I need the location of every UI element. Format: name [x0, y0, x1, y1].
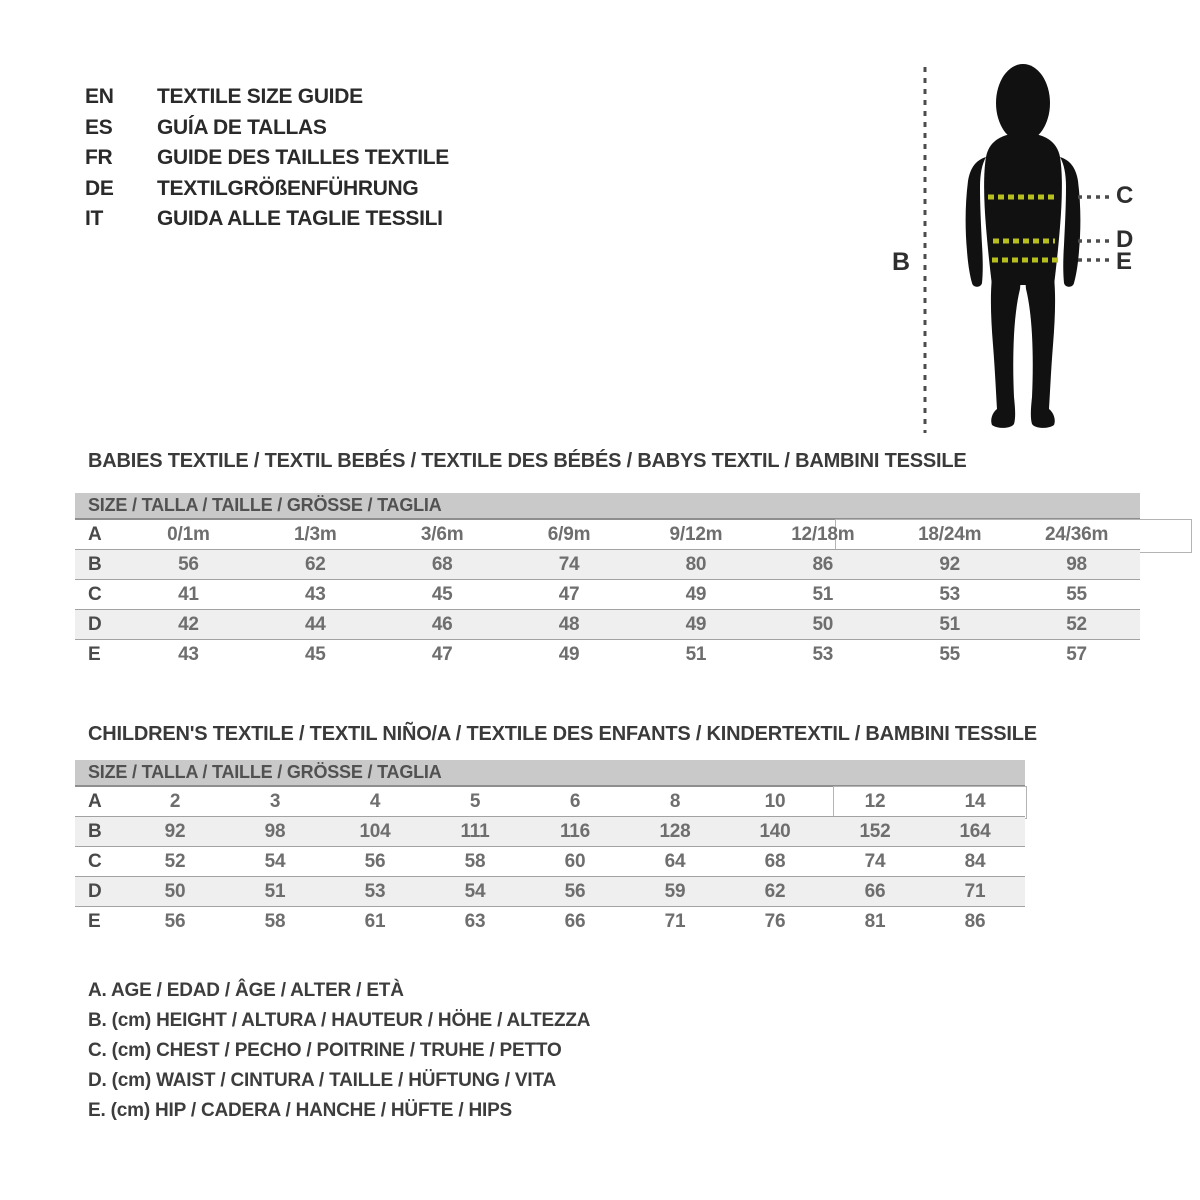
language-code: ES [85, 115, 113, 139]
row-label: B [75, 817, 125, 847]
size-cell: 12 [864, 790, 886, 812]
size-cell: 56 [525, 877, 625, 907]
babies-size-table [75, 520, 1140, 669]
size-cell: 49 [633, 610, 760, 640]
size-cell: 98 [1013, 550, 1140, 580]
size-cell: 3/6m [420, 523, 464, 545]
silhouette-body [966, 64, 1081, 428]
size-cell: 80 [633, 550, 760, 580]
children-size-header-bar: SIZE / TALLA / TAILLE / GRÖSSE / TAGLIA [75, 760, 1025, 787]
size-cell: 53 [325, 877, 425, 907]
size-cell: 64 [625, 847, 725, 877]
size-cell: 68 [379, 550, 506, 580]
row-label: C [75, 847, 125, 877]
size-cell: 52 [125, 847, 225, 877]
size-cell: 71 [925, 877, 1025, 907]
size-cell: 44 [252, 610, 379, 640]
table-row [75, 877, 1025, 907]
size-cell: 53 [759, 640, 886, 670]
size-cell: 74 [825, 847, 925, 877]
language-title: TEXTILE SIZE GUIDE [157, 85, 363, 109]
size-cell: 152 [825, 817, 925, 847]
language-title: GUÍA DE TALLAS [157, 115, 327, 139]
size-cell: 49 [506, 640, 633, 670]
size-cell: 86 [759, 550, 886, 580]
language-title-list [85, 82, 449, 235]
size-cell: 128 [625, 817, 725, 847]
babies-size-header-bar: SIZE / TALLA / TAILLE / GRÖSSE / TAGLIA [75, 493, 1140, 520]
figure-label-waist: D [1116, 226, 1134, 253]
figure-label-chest: C [1116, 182, 1134, 209]
language-row [85, 143, 449, 174]
babies-table-wrap [75, 493, 1140, 669]
size-cell: 43 [125, 640, 252, 670]
size-cell: 86 [925, 907, 1025, 937]
size-cell: 18/24m [918, 523, 982, 545]
size-cell: 54 [225, 847, 325, 877]
language-row [85, 113, 449, 144]
size-cell: 5 [469, 790, 481, 812]
size-cell: 58 [425, 847, 525, 877]
size-cell: 0/1m [167, 523, 210, 545]
table-row [75, 610, 1140, 640]
size-cell: 54 [425, 877, 525, 907]
table-row [75, 550, 1140, 580]
table-row [75, 580, 1140, 610]
legend-row: D. (cm) WAIST / CINTURA / TAILLE / HÜFTUNG / VITA [88, 1070, 556, 1091]
size-cell: 62 [725, 877, 825, 907]
size-cell: 56 [125, 907, 225, 937]
size-cell: 104 [325, 817, 425, 847]
size-cell: 60 [525, 847, 625, 877]
figure-label-hip: E [1116, 248, 1133, 275]
size-cell: 66 [525, 907, 625, 937]
language-title: GUIDA ALLE TAGLIE TESSILI [157, 207, 443, 231]
measurement-legend [88, 976, 590, 1126]
language-row [85, 82, 449, 113]
size-cell: 50 [759, 610, 886, 640]
table-row [75, 787, 1025, 817]
size-cell: 46 [379, 610, 506, 640]
size-cell: 52 [1013, 610, 1140, 640]
size-cell: 53 [886, 580, 1013, 610]
size-cell: 24/36m [1044, 523, 1109, 545]
size-cell: 55 [886, 640, 1013, 670]
row-label: E [75, 640, 125, 670]
size-cell: 76 [725, 907, 825, 937]
size-cell: 2 [169, 790, 181, 812]
size-cell: 140 [725, 817, 825, 847]
size-cell: 50 [125, 877, 225, 907]
babies-section-title: BABIES TEXTILE / TEXTIL BEBÉS / TEXTILE DES BÉBÉS / BABYS TEXTIL / BAMBINI TESSILE [88, 450, 967, 472]
size-cell: 81 [825, 907, 925, 937]
size-cell: 3 [269, 790, 281, 812]
size-cell: 59 [625, 877, 725, 907]
size-cell: 74 [506, 550, 633, 580]
size-cell: 51 [225, 877, 325, 907]
language-code: IT [85, 207, 104, 231]
language-row [85, 204, 449, 235]
table-row [75, 817, 1025, 847]
size-cell: 45 [379, 580, 506, 610]
language-code: FR [85, 146, 113, 170]
language-code: EN [85, 85, 114, 109]
size-cell: 58 [225, 907, 325, 937]
size-cell: 66 [825, 877, 925, 907]
silhouette-left-arm [966, 157, 986, 287]
row-label: D [75, 610, 125, 640]
size-cell: 4 [369, 790, 381, 812]
size-cell: 98 [225, 817, 325, 847]
size-cell: 6/9m [547, 523, 591, 545]
size-cell: 56 [125, 550, 252, 580]
row-label: D [75, 877, 125, 907]
size-cell: 6 [569, 790, 581, 812]
row-label: A [88, 790, 102, 812]
legend-row: C. (cm) CHEST / PECHO / POITRINE / TRUHE / PETTO [88, 1040, 562, 1061]
size-cell: 92 [886, 550, 1013, 580]
table-row [75, 520, 1140, 550]
row-label: B [75, 550, 125, 580]
size-cell: 62 [252, 550, 379, 580]
children-table-wrap [75, 760, 1025, 936]
size-cell: 61 [325, 907, 425, 937]
language-row [85, 174, 449, 205]
size-cell: 49 [633, 580, 760, 610]
size-cell: 63 [425, 907, 525, 937]
size-cell: 51 [633, 640, 760, 670]
silhouette-left-leg [991, 277, 1021, 428]
size-cell: 51 [886, 610, 1013, 640]
legend-row: B. (cm) HEIGHT / ALTURA / HAUTEUR / HÖHE / ALTEZZA [88, 1010, 591, 1031]
legend-row: A. AGE / EDAD / ÂGE / ALTER / ETÀ [88, 980, 404, 1001]
language-title: TEXTILGRÖßENFÜHRUNG [157, 176, 419, 200]
child-silhouette-icon [890, 55, 1150, 445]
language-code: DE [85, 176, 114, 200]
size-cell: 92 [125, 817, 225, 847]
size-cell: 68 [725, 847, 825, 877]
size-cell: 10 [764, 790, 786, 812]
children-size-table [75, 787, 1025, 936]
size-cell: 1/3m [294, 523, 337, 545]
size-cell: 71 [625, 907, 725, 937]
size-cell: 116 [525, 817, 625, 847]
size-cell: 51 [759, 580, 886, 610]
size-cell: 14 [964, 790, 986, 812]
silhouette-right-leg [1025, 277, 1055, 428]
size-cell: 12/18m [791, 523, 855, 545]
size-cell: 9/12m [669, 523, 723, 545]
table-row [75, 847, 1025, 877]
size-cell: 111 [425, 817, 525, 847]
silhouette-right-arm [1060, 157, 1080, 287]
size-cell: 84 [925, 847, 1025, 877]
size-cell: 45 [252, 640, 379, 670]
size-cell: 8 [669, 790, 681, 812]
figure-label-height: B [892, 248, 911, 276]
size-cell: 42 [125, 610, 252, 640]
legend-row: E. (cm) HIP / CADERA / HANCHE / HÜFTE / HIPS [88, 1100, 513, 1121]
size-cell: 57 [1013, 640, 1140, 670]
row-label: C [75, 580, 125, 610]
size-cell: 41 [125, 580, 252, 610]
table-row [75, 907, 1025, 937]
size-cell: 55 [1013, 580, 1140, 610]
size-cell: 47 [379, 640, 506, 670]
size-cell: 43 [252, 580, 379, 610]
size-cell: 47 [506, 580, 633, 610]
size-cell: 48 [506, 610, 633, 640]
row-label: A [88, 523, 102, 545]
language-title: GUIDE DES TAILLES TEXTILE [157, 146, 449, 170]
row-label: E [75, 907, 125, 937]
size-cell: 164 [925, 817, 1025, 847]
children-section-title: CHILDREN'S TEXTILE / TEXTIL NIÑO/A / TEXTILE DES ENFANTS / KINDERTEXTIL / BAMBINI TESSILE [88, 723, 1037, 745]
table-row [75, 640, 1140, 670]
size-cell: 56 [325, 847, 425, 877]
